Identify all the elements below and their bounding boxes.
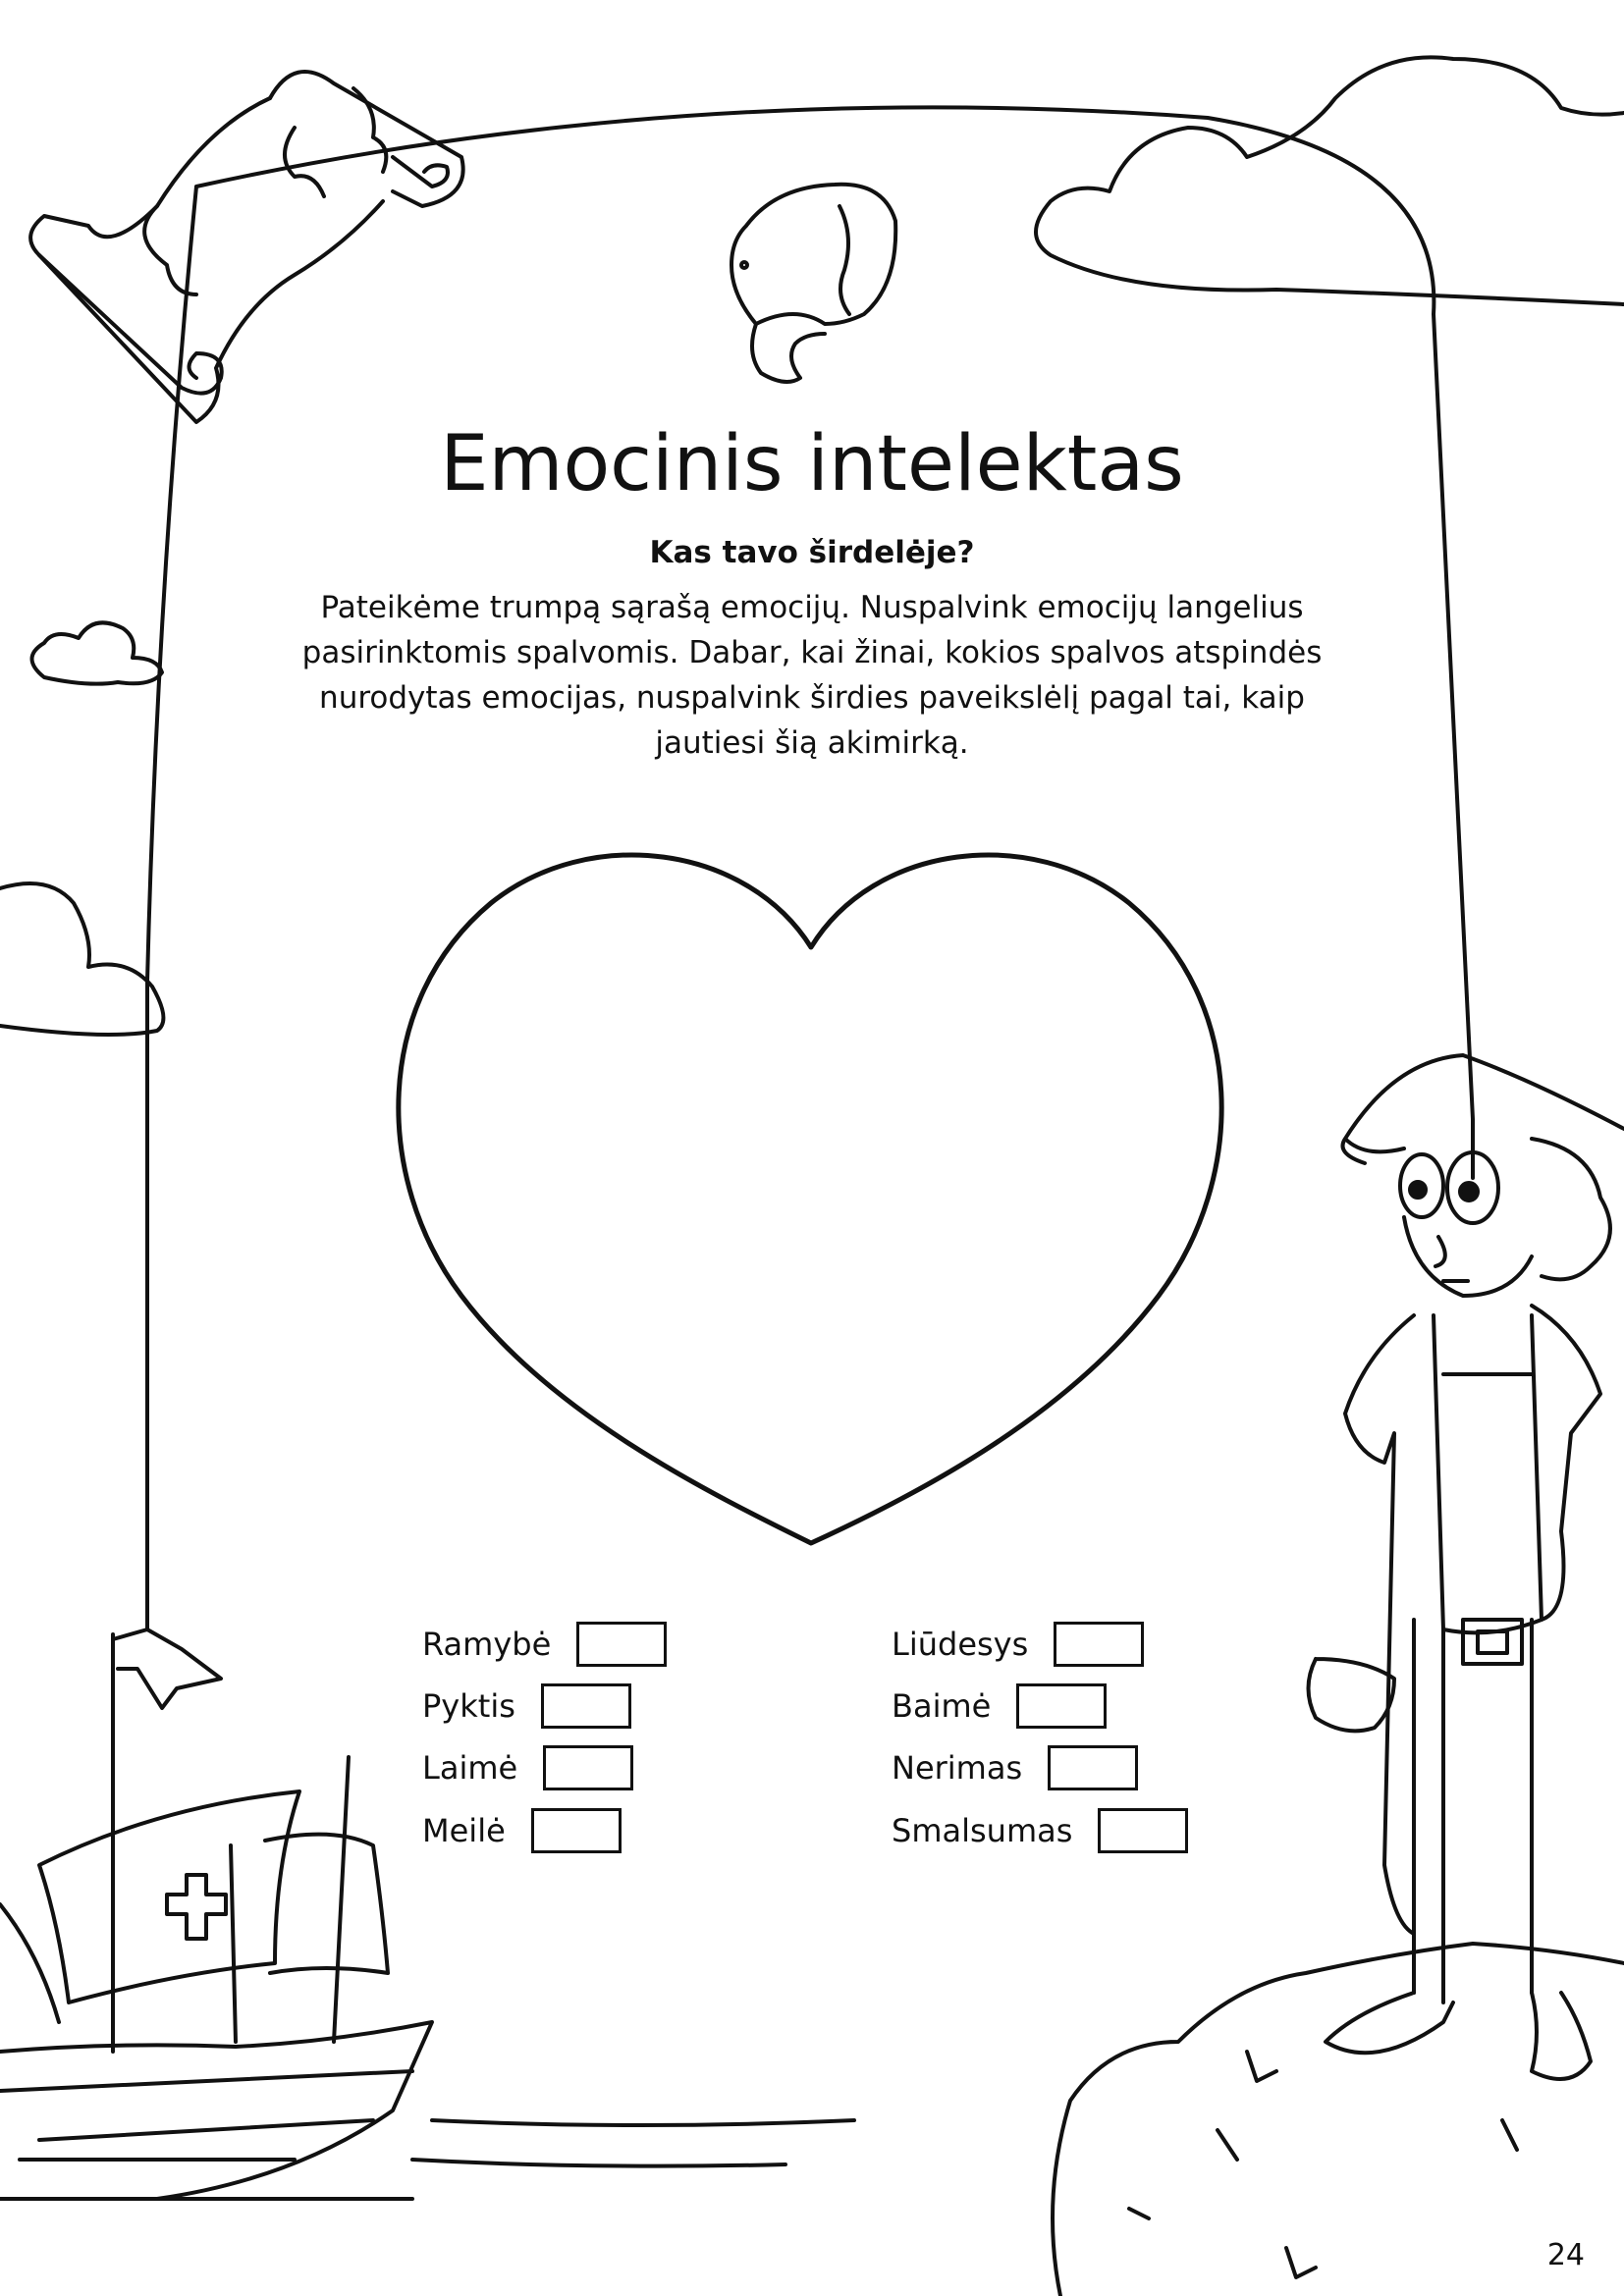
emotion-row [892,1741,1138,1790]
color-box[interactable] [576,1622,667,1667]
emotion-label: Ramybė [422,1626,552,1663]
emotion-row [422,1618,667,1667]
color-box[interactable] [541,1683,631,1729]
explorer-character-icon [1309,1055,1624,2079]
emotion-row [422,1680,631,1729]
map-scroll-icon [30,72,463,422]
heart-outline [399,855,1221,1543]
color-box[interactable] [1016,1683,1107,1729]
page-title: Emocinis intelektas [440,420,1184,508]
emotion-label: Baimė [892,1687,992,1725]
color-box[interactable] [543,1745,633,1790]
page-subtitle: Kas tavo širdelėje? [649,535,975,570]
emotion-label: Smalsumas [892,1812,1073,1849]
emotion-label: Meilė [422,1812,506,1849]
cloud-icon [1036,57,1624,304]
sailing-ship-icon [0,1629,432,2199]
emotion-row [422,1741,633,1790]
cloud-icon [32,622,163,683]
color-box[interactable] [1098,1808,1188,1853]
color-box[interactable] [1048,1745,1138,1790]
emotion-label: Nerimas [892,1749,1023,1787]
page-number: 24 [1546,2238,1585,2272]
sea-line [412,2120,854,2166]
emotion-row [422,1804,622,1853]
rock-icon [1129,2052,1517,2277]
elephant-head-icon [731,185,895,382]
emotion-label: Pyktis [422,1687,515,1725]
emotion-row [892,1804,1188,1853]
emotion-label: Liūdesys [892,1626,1029,1663]
instructions-text: Pateikėme trumpą sąrašą emocijų. Nuspalvink emocijų langelius pasirinktomis spalvomis. Dabar, kai žinai, kokios spalvos atspindės nurodytas emocijas, nuspalvink širdies paveikslėlį pagal tai, kaip jautiesi šią akimirką. [301,590,1323,761]
cloud-icon [0,883,163,1035]
rock-icon [1053,1944,1624,2296]
emotion-row [892,1618,1144,1667]
color-box[interactable] [531,1808,622,1853]
emotion-row [892,1680,1107,1729]
color-box[interactable] [1054,1622,1144,1667]
emotion-label: Laimė [422,1749,518,1787]
